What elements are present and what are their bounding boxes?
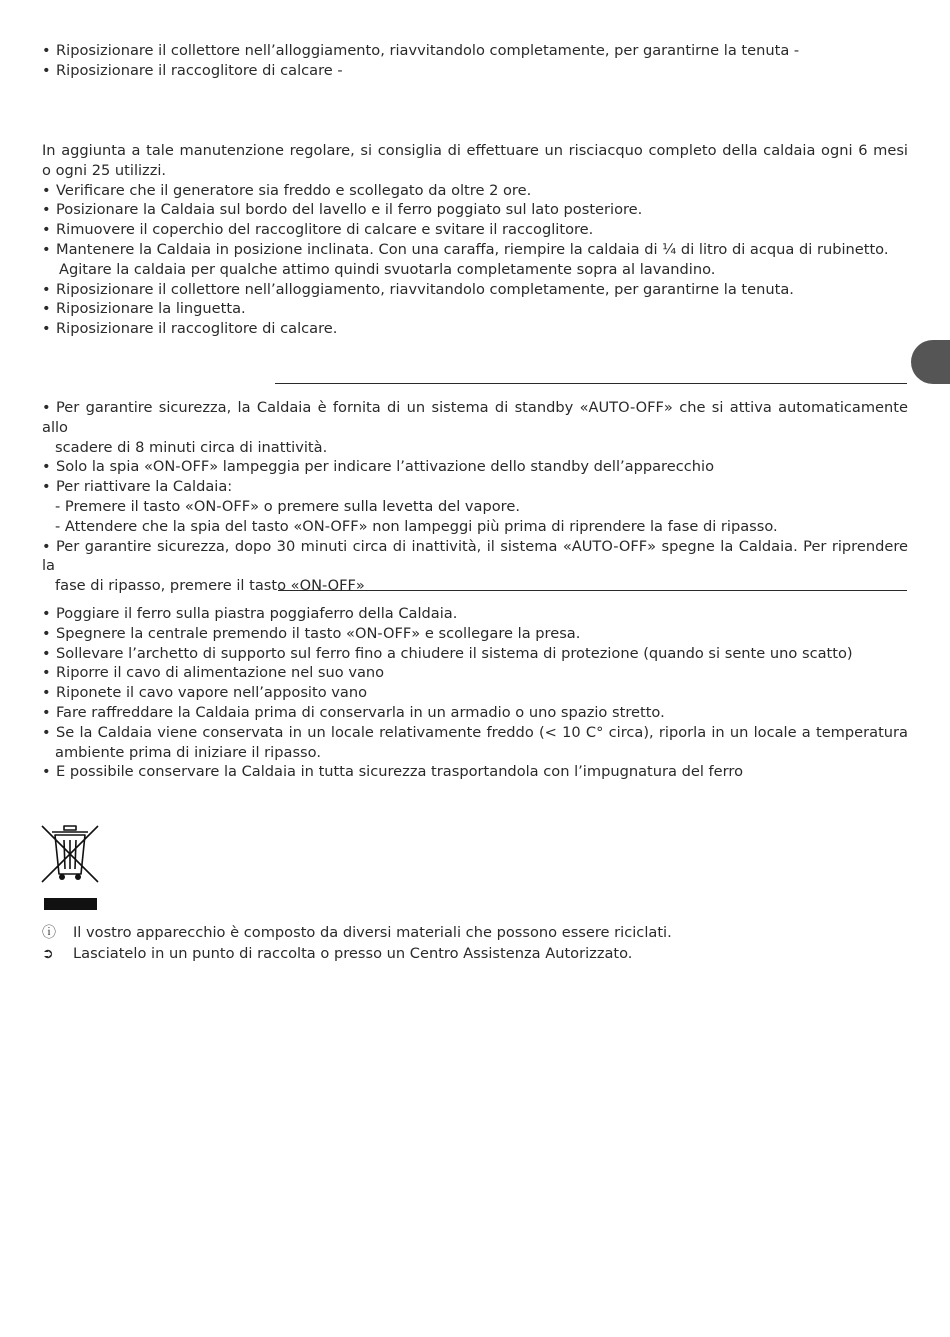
list-item: • Fare raffreddare la Caldaia prima di conservarla in un armadio o uno spazio stretto. [42,703,665,721]
list-item: • Riponete il cavo vapore nell’apposito vano [42,684,368,702]
section-rule [275,383,907,384]
action-note: ➲ Lasciatelo in un punto di raccolta o presso un Centro Assistenza Autorizzato. [42,944,908,965]
list-item: • E possibile conservare la Caldaia in tutta sicurezza trasportandola con l’impugnatura del ferro [42,763,743,781]
list-item: • Per garantire sicurezza, dopo 30 minuti circa di inattività, il sistema «AUTO-OFF» spegne la Caldaia. Per riprendere la [42,537,908,575]
rinse-intro-line: In aggiunta a tale manutenzione regolare, si consiglia di effettuare un risciacquo completo della caldaia ogni 6 mesi [42,142,908,159]
list-item: • Mantenere la Caldaia in posizione inclinata. Con una caraffa, riempire la caldaia di ¼ di litro di acqua di rubinetto. [42,240,889,258]
list-item: • Riposizionare il collettore nell’alloggiamento, riavvitandolo completamente, per garantirne la tenuta. [42,280,794,298]
list-item: • Posizionare la Caldaia sul bordo del lavello e il ferro poggiato sul lato posteriore. [42,201,643,219]
crossed-out-bin-icon [40,822,100,886]
list-item: • Per riattivare la Caldaia: [42,478,233,496]
list-item: • Riposizionare il raccoglitore di calcare. [42,320,338,338]
list-item: • Per garantire sicurezza, la Caldaia è fornita di un sistema di standby «AUTO-OFF» che si attiva automaticamente allo [42,399,908,436]
list-item: • Poggiare il ferro sulla piastra poggiaferro della Caldaia. [42,605,458,622]
list-item: • Spegnere la centrale premendo il tasto «ON-OFF» e scollegare la presa. [42,624,581,642]
list-item: • Verificare che il generatore sia freddo e scollegato da oltre 2 ore. [42,181,532,199]
info-icon: ⓘ [42,925,56,941]
sub-item: - Premere il tasto «ON-OFF» o premere sulla levetta del vapore. [55,497,520,515]
list-item-continuation: ambiente prima di iniziare il ripasso. [55,743,321,761]
rinse-intro-line: o ogni 25 utilizzi. [42,161,167,179]
section-tab [911,340,950,384]
list-item: • Riporre il cavo di alimentazione nel suo vano [42,664,385,682]
list-item: • Riposizionare la linguetta. [42,300,246,318]
list-item: • Riposizionare il raccoglitore di calcare - [42,61,343,79]
storage-section [42,604,908,782]
list-item: • Solo la spia «ON-OFF» lampeggia per indicare l’attivazione dello standby dell’apparecchio [42,458,714,476]
top-list [42,41,908,81]
sub-item: - Attendere che la spia del tasto «ON-OFF» non lampeggi più prima di riprendere la fase di ripasso. [55,517,778,535]
list-item: • Riposizionare il collettore nell’alloggiamento, riavvitandolo completamente, per garantirne la tenuta - [42,42,800,59]
environment-notes [42,923,908,965]
list-item: • Sollevare l’archetto di supporto sul ferro fino a chiudere il sistema di protezione (quando si sente uno scatto) [42,644,853,662]
section-rule [278,590,907,591]
standby-section [42,398,908,596]
arrow-icon: ➲ [42,945,54,962]
weee-bar [44,898,97,910]
info-note: ⓘ Il vostro apparecchio è composto da diversi materiali che possono essere riciclati. [42,923,908,944]
list-item-continuation: fase di ripasso, premere il tasto «ON-OFF» [55,577,365,595]
rinse-section [42,141,908,339]
list-item: • Se la Caldaia viene conservata in un locale relativamente freddo (< 10 C° circa), riporla in un locale a temperatura [42,723,908,741]
list-item-continuation: Agitare la caldaia per qualche attimo quindi svuotarla completamente sopra al lavandino. [59,260,716,278]
list-item-continuation: scadere di 8 minuti circa di inattività. [55,438,328,456]
list-item: • Rimuovere il coperchio del raccoglitore di calcare e svitare il raccoglitore. [42,221,594,239]
